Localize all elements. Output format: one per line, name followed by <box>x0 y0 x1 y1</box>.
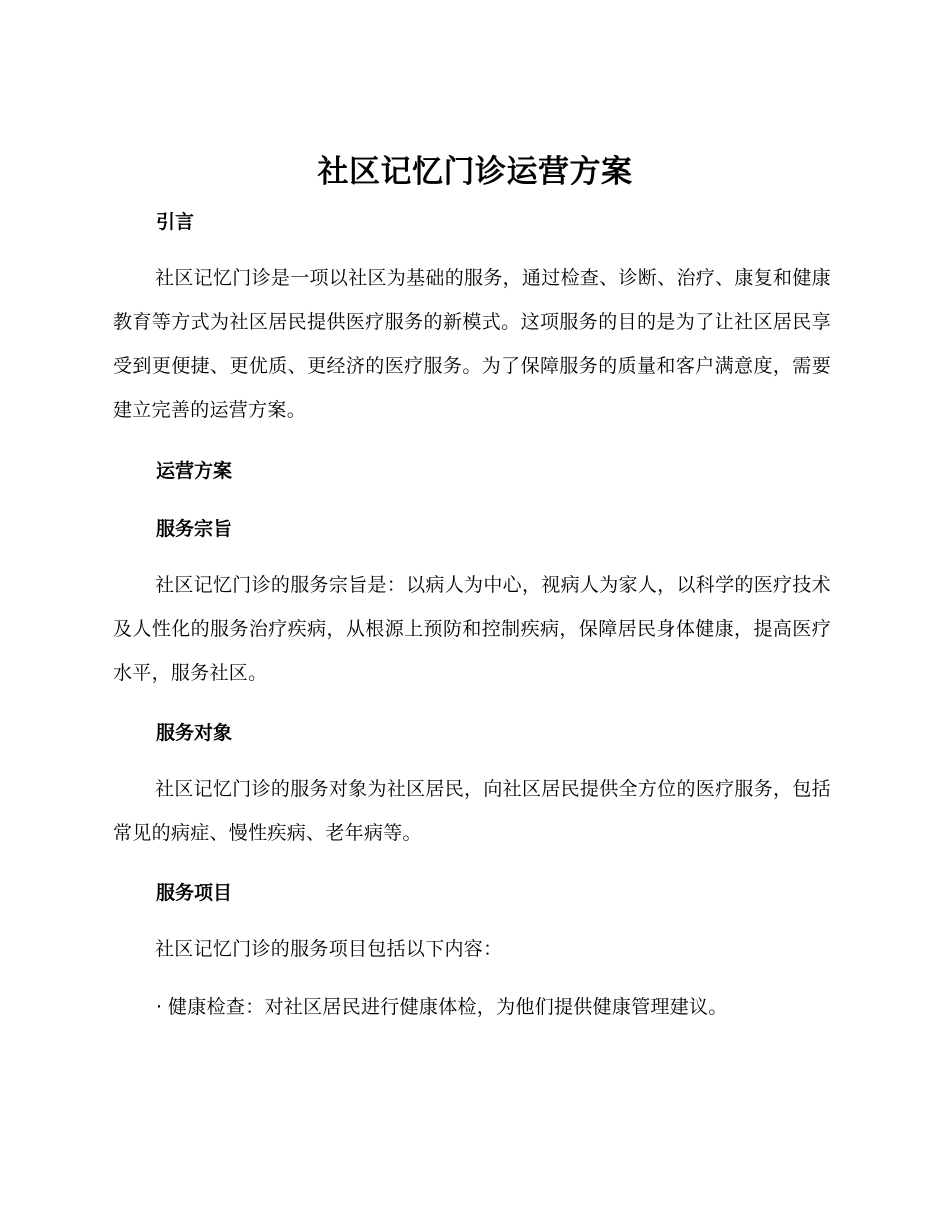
items-intro: 社区记忆门诊的服务项目包括以下内容： <box>155 938 503 960</box>
purpose-paragraph: 社区记忆门诊的服务宗旨是：以病人为中心，视病人为家人，以科学的医疗技术及人性化的服务治疗疾病，从根源上预防和控制疾病，保障居民身体健康，提高医疗水平，服务社区。 <box>113 574 831 684</box>
purpose-heading: 服务宗旨 <box>156 518 233 540</box>
list-item-text: 健康检查：对社区居民进行健康体检，为他们提供健康管理建议。 <box>168 996 728 1018</box>
bullet-icon: · <box>156 996 163 1018</box>
intro-paragraph: 社区记忆门诊是一项以社区为基础的服务，通过检查、诊断、治疗、康复和健康教育等方式为社区居民提供医疗服务的新模式。这项服务的目的是为了让社区居民享受到更便捷、更优质、更经济的医疗服务。为了保障服务的质量和客户满意度，需要建立完善的运营方案。 <box>113 267 831 421</box>
intro-heading: 引言 <box>156 211 195 233</box>
page-title: 社区记忆门诊运营方案 <box>317 154 633 190</box>
target-paragraph: 社区记忆门诊的服务对象为社区居民，向社区居民提供全方位的医疗服务，包括常见的病症、慢性疾病、老年病等。 <box>113 778 831 844</box>
list-item <box>156 993 836 1021</box>
target-heading: 服务对象 <box>156 722 233 744</box>
items-heading: 服务项目 <box>156 882 233 904</box>
plan-heading: 运营方案 <box>156 460 233 482</box>
